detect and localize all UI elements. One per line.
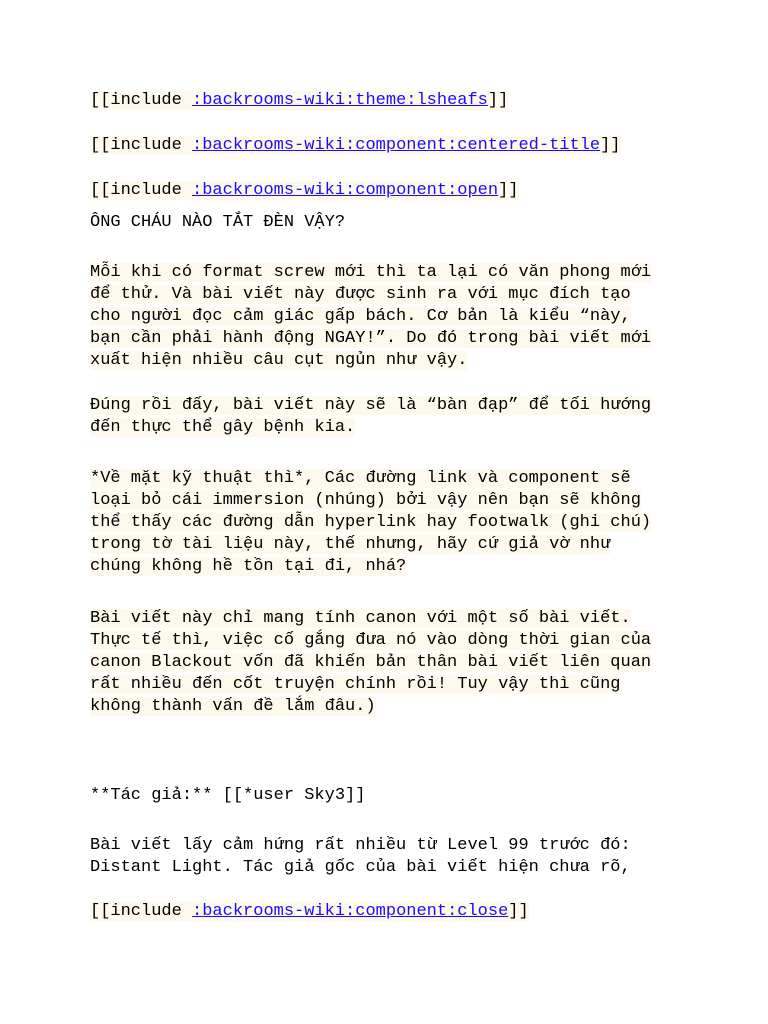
include-suffix: ]] xyxy=(600,136,621,155)
include-close-line xyxy=(90,901,690,923)
centered-title-include-link[interactable]: :backrooms-wiki:component:centered-title xyxy=(192,136,601,155)
paragraph-technical xyxy=(90,468,690,578)
paragraph-intro xyxy=(90,262,690,372)
text-line: xuất hiện nhiều câu cụt ngủn như vậy. xyxy=(90,351,468,370)
text-line: cho người đọc cảm giác gấp bách. Cơ bản là kiểu “này, xyxy=(90,307,631,326)
text-line: Mỗi khi có format screw mới thì ta lại có văn phong mới xyxy=(90,263,652,282)
include-suffix: ]] xyxy=(487,91,509,110)
paragraph-pedal xyxy=(90,395,690,439)
text-line: rất nhiều đến cốt truyện chính rồi! Tuy vậy thì cũng xyxy=(90,675,621,694)
text-line: đến thực thể gây bệnh kia. xyxy=(90,418,356,437)
text-line: *Về mặt kỹ thuật thì*, Các đường link và component sẽ xyxy=(90,469,631,488)
text-line: bạn cần phải hành động NGAY!”. Do đó trong bài viết mới xyxy=(90,329,652,348)
author-text: **Tác giả:** [[*user Sky3]] xyxy=(90,786,366,805)
open-include-link[interactable]: :backrooms-wiki:component:open xyxy=(192,181,499,200)
include-suffix: ]] xyxy=(508,902,529,921)
text-line: loại bỏ cái immersion (nhúng) bởi vậy nên bạn sẽ không xyxy=(90,491,641,510)
theme-include-link[interactable]: :backrooms-wiki:theme:lsheafs xyxy=(192,91,488,110)
author-line xyxy=(90,785,690,807)
include-prefix: [[include xyxy=(90,91,193,110)
heading-text: ÔNG CHÁU NÀO TẮT ĐÈN VẬY? xyxy=(90,213,346,232)
include-theme-line xyxy=(90,90,690,112)
text-line: không thành vấn đề lắm đâu.) xyxy=(90,697,376,716)
include-title-line xyxy=(90,135,690,157)
paragraph-inspiration xyxy=(90,835,690,879)
text-line: Đúng rồi đấy, bài viết này sẽ là “bàn đạp” để tối hướng xyxy=(90,396,652,415)
text-line: Thực tế thì, việc cố gắng đưa nó vào dòng thời gian của xyxy=(90,631,652,650)
include-suffix: ]] xyxy=(498,181,519,200)
text-line: canon Blackout vốn đã khiến bản thân bài viết liên quan xyxy=(90,653,652,672)
text-line: Distant Light. Tác giả gốc của bài viết hiện chưa rõ, xyxy=(90,858,631,877)
paragraph-canon xyxy=(90,608,690,718)
text-line: Bài viết này chỉ mang tính canon với một số bài viết. xyxy=(90,609,631,628)
text-line: thể thấy các đường dẫn hyperlink hay footwalk (ghi chú) xyxy=(90,513,652,532)
close-include-link[interactable]: :backrooms-wiki:component:close xyxy=(192,902,509,921)
include-open-line xyxy=(90,180,690,202)
include-prefix: [[include xyxy=(90,136,193,155)
include-prefix: [[include xyxy=(90,181,193,200)
page-heading xyxy=(90,212,690,234)
text-line: trong tờ tài liệu này, thế nhưng, hãy cứ giả vờ như xyxy=(90,535,611,554)
text-line: để thử. Và bài viết này được sinh ra với mục đích tạo xyxy=(90,285,631,304)
text-line: chúng không hề tồn tại đi, nhá? xyxy=(90,557,407,576)
text-line: Bài viết lấy cảm hứng rất nhiều từ Level 99 trước đó: xyxy=(90,836,631,855)
include-prefix: [[include xyxy=(90,902,193,921)
